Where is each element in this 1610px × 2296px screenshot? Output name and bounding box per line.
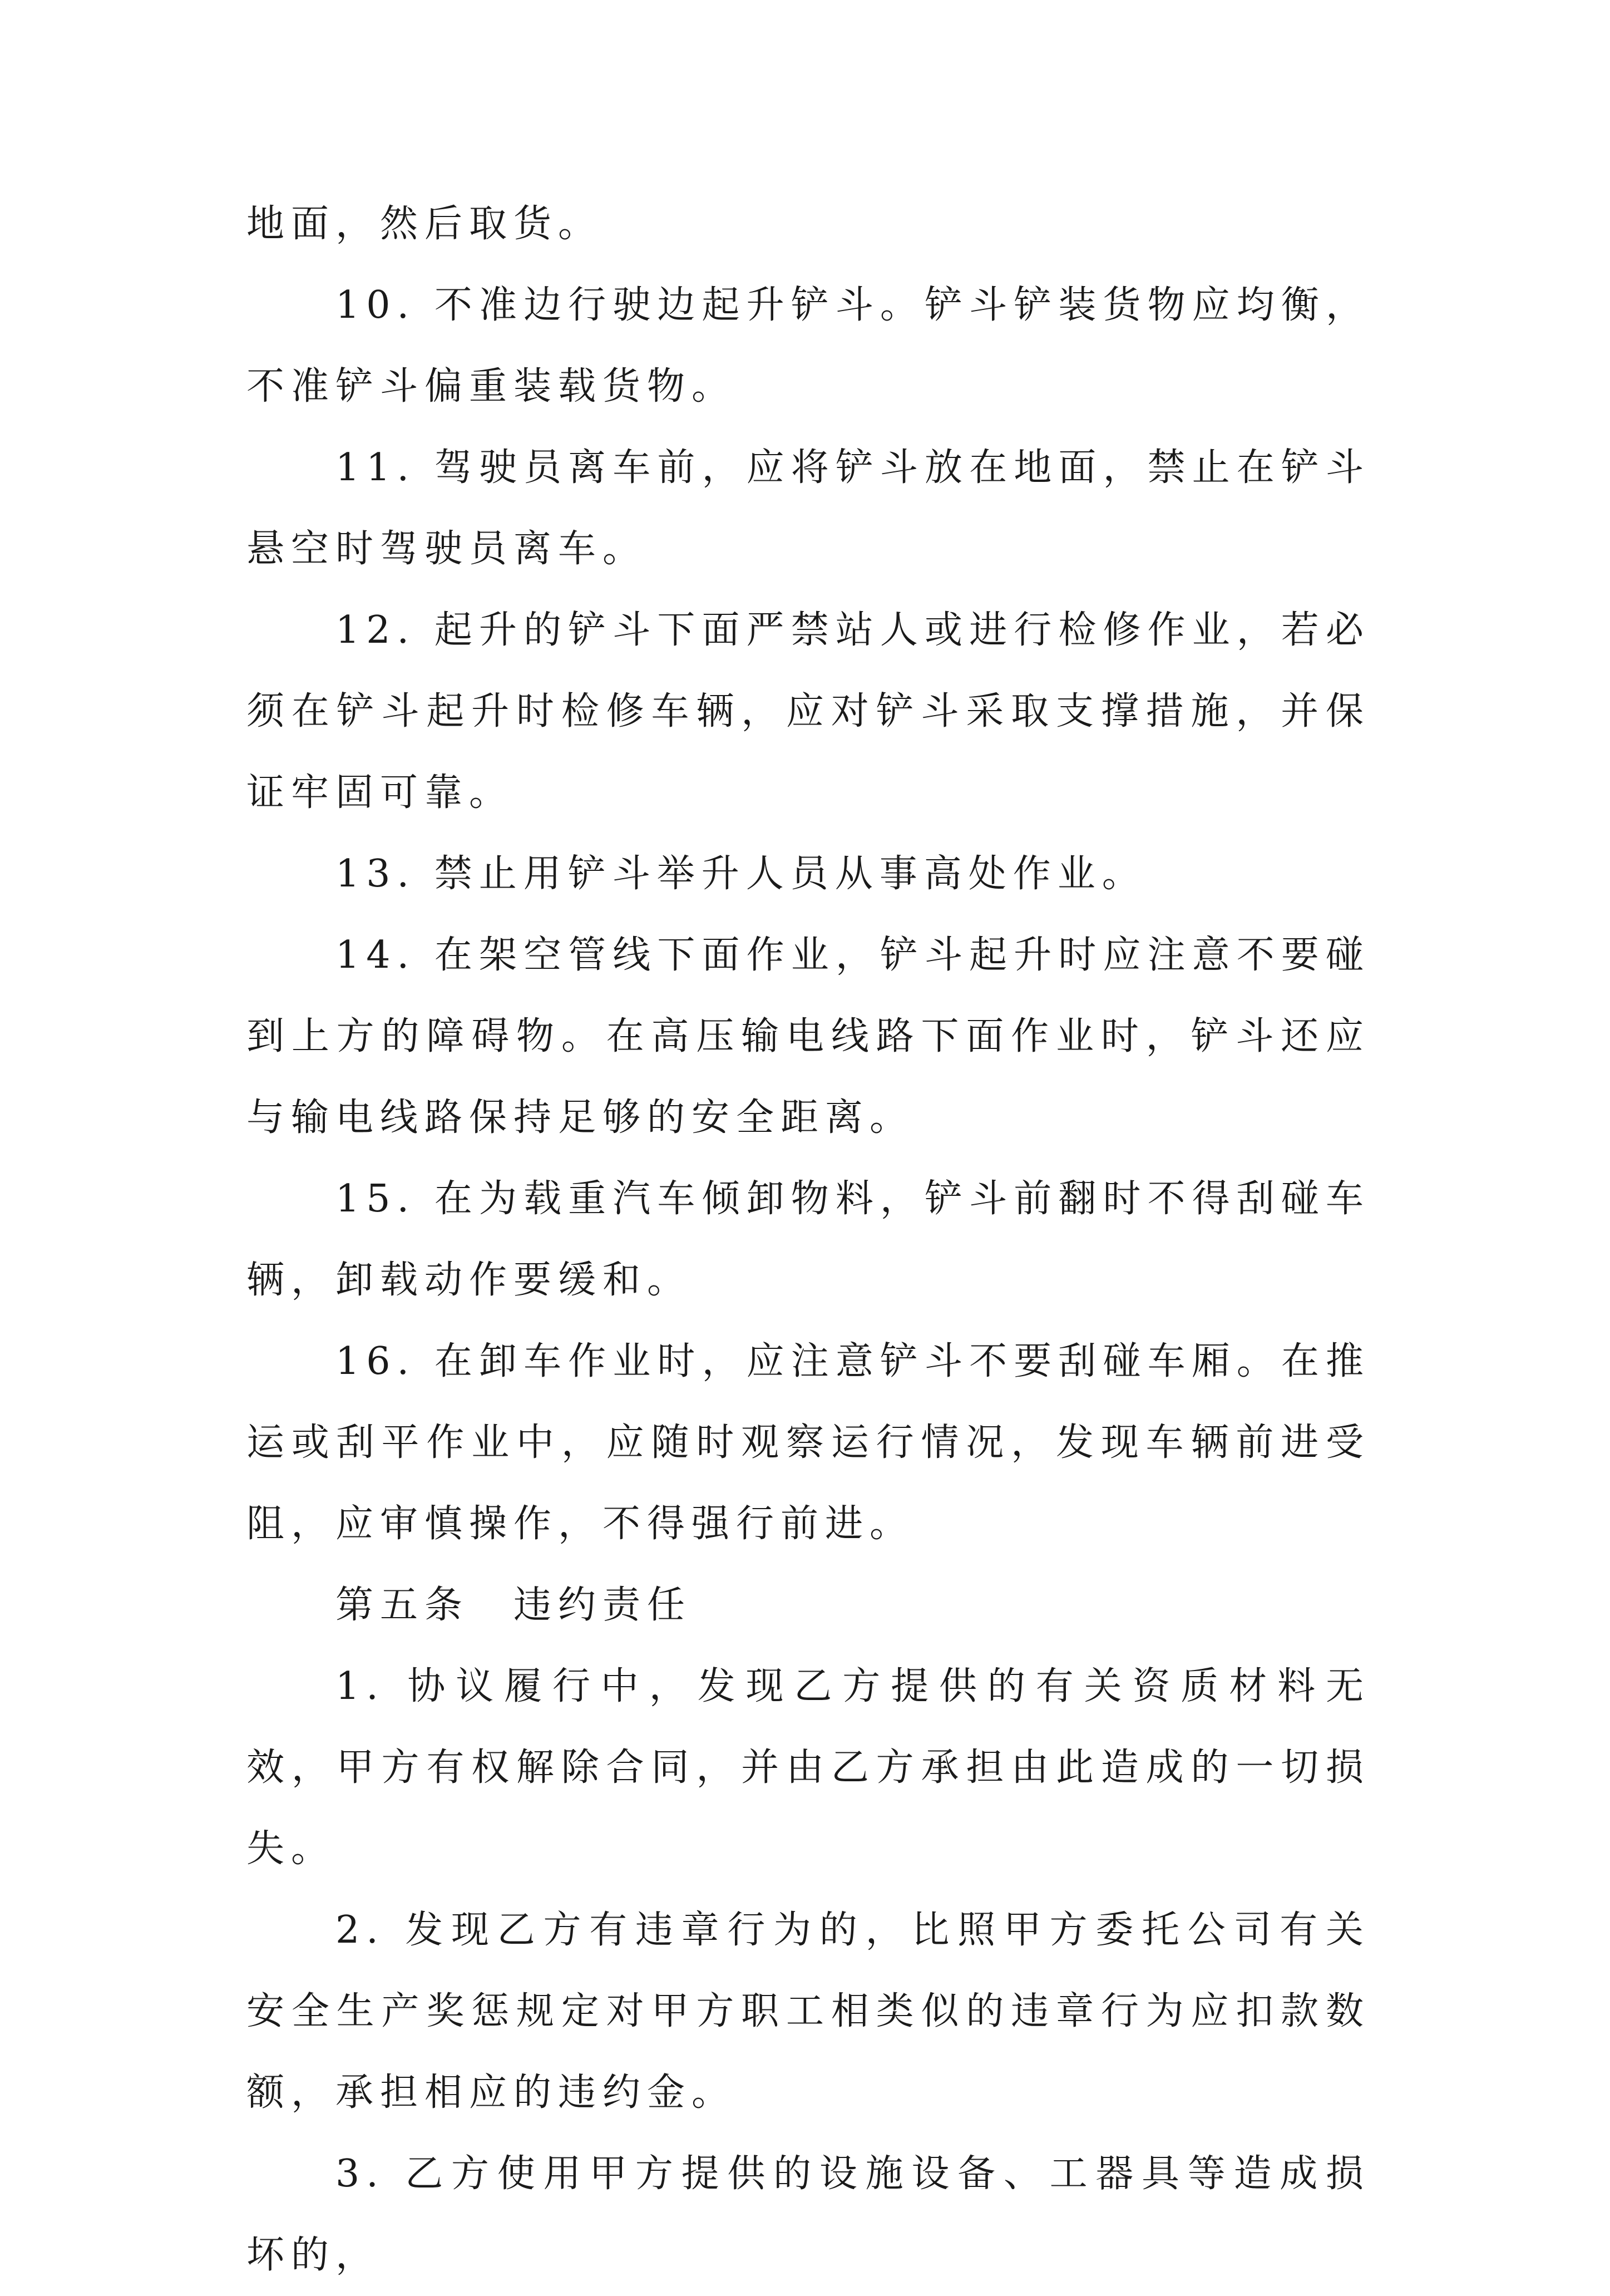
paragraph: 11. 驾驶员离车前，应将铲斗放在地面，禁止在铲斗悬空时驾驶员离车。 (246, 446, 1370, 571)
paragraph: 3. 乙方使用甲方提供的设施设备、工器具等造成损坏的， (246, 2152, 1370, 2277)
paragraph: 13. 禁止用铲斗举升人员从事高处作业。 (335, 852, 1147, 896)
document-body (246, 184, 1370, 2296)
paragraph: 16. 在卸车作业时，应注意铲斗不要刮碰车厢。在推运或刮平作业中，应随时观察运行情况，发现车辆前进受阻，应审慎操作，不得强行前进。 (246, 1339, 1370, 1546)
paragraph: 1. 协议履行中，发现乙方提供的有关资质材料无效，甲方有权解除合同，并由乙方承担由此造成的一切损失。 (246, 1664, 1370, 1871)
paragraph: 15. 在为载重汽车倾卸物料，铲斗前翻时不得刮碰车辆，卸载动作要缓和。 (246, 1177, 1370, 1302)
paragraph: 12. 起升的铲斗下面严禁站人或进行检修作业，若必须在铲斗起升时检修车辆，应对铲斗采取支撑措施，并保证牢固可靠。 (246, 608, 1370, 815)
paragraph: 2. 发现乙方有违章行为的，比照甲方委托公司有关安全生产奖惩规定对甲方职工相类似的违章行为应扣款数额，承担相应的违约金。 (246, 1908, 1370, 2115)
paragraph: 10. 不准边行驶边起升铲斗。铲斗铲装货物应均衡，不准铲斗偏重装载货物。 (246, 283, 1370, 408)
section-heading: 第五条 违约责任 (335, 1583, 692, 1627)
paragraph: 地面，然后取货。 (246, 202, 603, 246)
paragraph: 14. 在架空管线下面作业，铲斗起升时应注意不要碰到上方的障碍物。在高压输电线路下面作业时，铲斗还应与输电线路保持足够的安全距离。 (246, 933, 1370, 1140)
